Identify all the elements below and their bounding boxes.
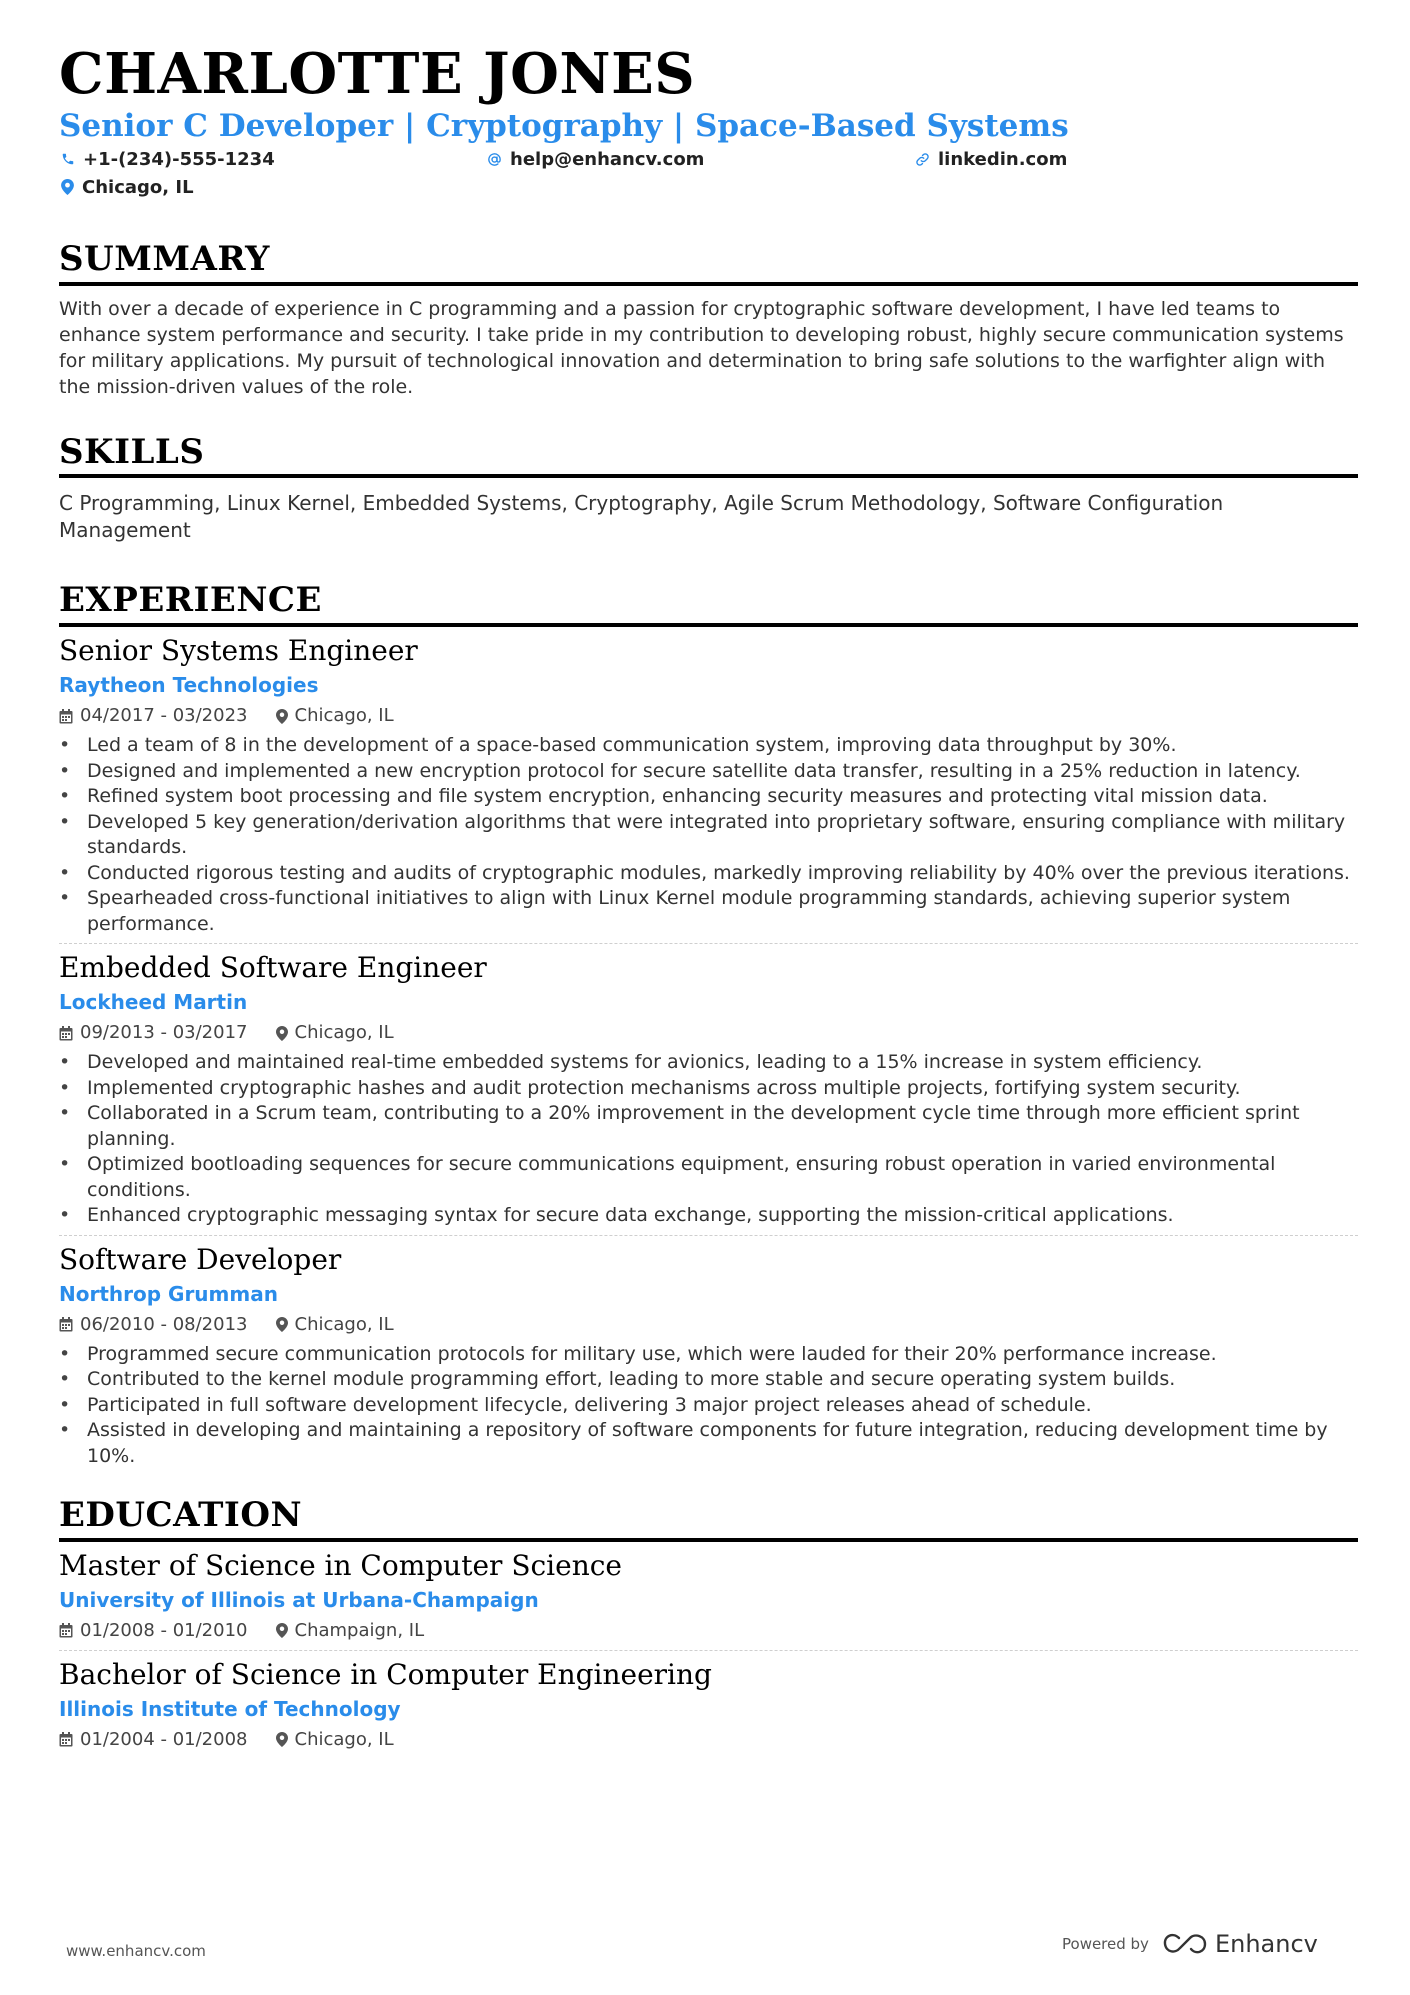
school-name: University of Illinois at Urbana-Champaign — [59, 1587, 539, 1612]
achievement-item: • Conducted rigorous testing and audits of cryptographic modules, markedly improving reliability by 40% over the previous iterations. — [59, 861, 1358, 887]
skills-text: C Programming, Linux Kernel, Embedded Systems, Cryptography, Agile Scrum Methodology, Software Configuration Management — [59, 491, 1224, 543]
achievement-item: • Optimized bootloading sequences for secure communications equipment, ensuring robust operation in varied environmental conditions. — [59, 1152, 1358, 1203]
contact-linkedin[interactable] — [915, 149, 1067, 170]
achievement-list — [59, 733, 1358, 937]
achievement-item: • Spearheaded cross-functional initiatives to align with Linux Kernel module programming standards, achieving superior system performance. — [59, 886, 1358, 937]
location-text: Chicago, IL — [294, 705, 394, 727]
at-icon — [487, 152, 502, 167]
linkedin-link[interactable]: linkedin.com — [938, 148, 1068, 170]
date-range: 04/2017 - 03/2023 — [80, 705, 248, 727]
contact-email[interactable] — [487, 149, 704, 170]
education-entry — [59, 1650, 1358, 1759]
entry-dates — [59, 1727, 248, 1753]
entry-meta — [59, 1020, 1358, 1046]
summary-section — [59, 239, 1358, 400]
job-title: Embedded Software Engineer — [59, 951, 487, 985]
powered-by-label: Powered by — [1062, 1935, 1149, 1953]
calendar-icon — [59, 1623, 73, 1638]
entry-meta — [59, 1312, 1358, 1338]
achievement-item: • Collaborated in a Scrum team, contributing to a 20% improvement in the development cycle time through more efficient sprint planning. — [59, 1101, 1358, 1152]
achievement-item: • Contributed to the kernel module programming effort, leading to more stable and secure operating system builds. — [59, 1367, 1358, 1393]
achievement-item: • Programmed secure communication protocols for military use, which were lauded for their 20% performance increase. — [59, 1342, 1358, 1368]
achievement-item: • Participated in full software development lifecycle, delivering 3 major project releases ahead of schedule. — [59, 1393, 1358, 1419]
company-name: Northrop Grumman — [59, 1281, 278, 1306]
map-pin-icon — [276, 1026, 288, 1041]
education-section — [59, 1495, 1358, 1759]
entry-location — [276, 1727, 394, 1753]
enhancv-logo-icon — [1163, 1933, 1207, 1955]
achievement-list — [59, 1050, 1358, 1229]
phone-number: +1-(234)-555-1234 — [83, 148, 275, 170]
candidate-name: CHARLOTTE JONES — [59, 41, 696, 107]
job-title: Software Developer — [59, 1242, 342, 1276]
candidate-headline: Senior C Developer | Cryptography | Space-Based Systems — [59, 107, 1069, 144]
entry-dates — [59, 1312, 248, 1338]
entry-meta — [59, 703, 1358, 729]
entry-dates — [59, 1618, 248, 1644]
company-name: Lockheed Martin — [59, 990, 248, 1015]
entry-dates — [59, 703, 248, 729]
achievement-item: • Developed 5 key generation/derivation algorithms that were integrated into proprietary software, ensuring compliance with military standards. — [59, 810, 1358, 861]
entry-location — [276, 1312, 394, 1338]
experience-section — [59, 580, 1358, 1475]
resume-content — [59, 41, 1358, 1759]
job-title: Senior Systems Engineer — [59, 634, 418, 668]
entry-meta — [59, 1727, 1358, 1753]
map-pin-icon — [276, 709, 288, 724]
entry-location — [276, 703, 394, 729]
summary-text: With over a decade of experience in C programming and a passion for cryptographic software development, I have led teams to enhance system performance and security. I take pride in my contribution to developing robust, highly secure communication systems for military applications. My pursuit of technological innovation and determination to bring safe solutions to the warfighter align with the mission-driven values of the role. — [59, 297, 1344, 398]
experience-entry — [59, 943, 1358, 1235]
section-title: EDUCATION — [59, 1495, 1358, 1542]
map-pin-icon — [61, 179, 74, 195]
map-pin-icon — [276, 1623, 288, 1638]
date-range: 09/2013 - 03/2017 — [80, 1022, 248, 1044]
email-address[interactable]: help@enhancv.com — [510, 148, 705, 170]
date-range: 01/2008 - 01/2010 — [80, 1619, 248, 1641]
location-text: Champaign, IL — [294, 1619, 425, 1641]
education-entry — [59, 1542, 1358, 1650]
contact-phone — [61, 149, 275, 170]
achievement-item: • Designed and implemented a new encryption protocol for secure satellite data transfer, resulting in a 25% reduction in latency. — [59, 759, 1358, 785]
section-title: SKILLS — [59, 432, 1358, 479]
achievement-item: • Led a team of 8 in the development of a space-based communication system, improving data throughput by 30%. — [59, 733, 1358, 759]
phone-icon — [61, 152, 75, 166]
location-text: Chicago, IL — [294, 1728, 394, 1750]
contact-info — [59, 149, 1358, 209]
map-pin-icon — [276, 1732, 288, 1747]
footer-branding — [1062, 1930, 1318, 1958]
school-name: Illinois Institute of Technology — [59, 1696, 401, 1721]
location-text: Chicago, IL — [294, 1022, 394, 1044]
calendar-icon — [59, 1732, 73, 1747]
achievement-item: • Refined system boot processing and file system encryption, enhancing security measures and protecting vital mission data. — [59, 784, 1358, 810]
entry-dates — [59, 1020, 248, 1046]
brand-logo[interactable] — [1163, 1930, 1318, 1958]
entry-location — [276, 1020, 394, 1046]
entry-location — [276, 1618, 425, 1644]
achievement-item: • Developed and maintained real-time embedded systems for avionics, leading to a 15% increase in system efficiency. — [59, 1050, 1358, 1076]
entry-meta — [59, 1618, 1358, 1644]
achievement-item: • Implemented cryptographic hashes and audit protection mechanisms across multiple projects, fortifying system security. — [59, 1076, 1358, 1102]
link-icon — [915, 152, 930, 167]
calendar-icon — [59, 1317, 73, 1332]
contact-location — [61, 177, 194, 198]
location-text: Chicago, IL — [294, 1313, 394, 1335]
company-name: Raytheon Technologies — [59, 673, 319, 698]
achievement-item: • Assisted in developing and maintaining a repository of software components for future integration, reducing development time by 10%. — [59, 1418, 1358, 1469]
section-title: EXPERIENCE — [59, 580, 1358, 627]
map-pin-icon — [276, 1317, 288, 1332]
calendar-icon — [59, 1026, 73, 1041]
experience-entry — [59, 627, 1358, 943]
date-range: 01/2004 - 01/2008 — [80, 1728, 248, 1750]
date-range: 06/2010 - 08/2013 — [80, 1313, 248, 1335]
degree-title: Bachelor of Science in Computer Engineering — [59, 1657, 712, 1691]
degree-title: Master of Science in Computer Science — [59, 1548, 622, 1582]
calendar-icon — [59, 709, 73, 724]
brand-name: Enhancv — [1214, 1930, 1318, 1958]
resume-header — [59, 41, 1358, 209]
section-title: SUMMARY — [59, 239, 1358, 286]
location-text: Chicago, IL — [82, 176, 194, 198]
achievement-item: • Enhanced cryptographic messaging syntax for secure data exchange, supporting the mission-critical applications. — [59, 1203, 1358, 1229]
skills-section — [59, 432, 1358, 545]
achievement-list — [59, 1342, 1358, 1470]
footer-website[interactable]: www.enhancv.com — [66, 1942, 206, 1960]
experience-entry — [59, 1235, 1358, 1476]
